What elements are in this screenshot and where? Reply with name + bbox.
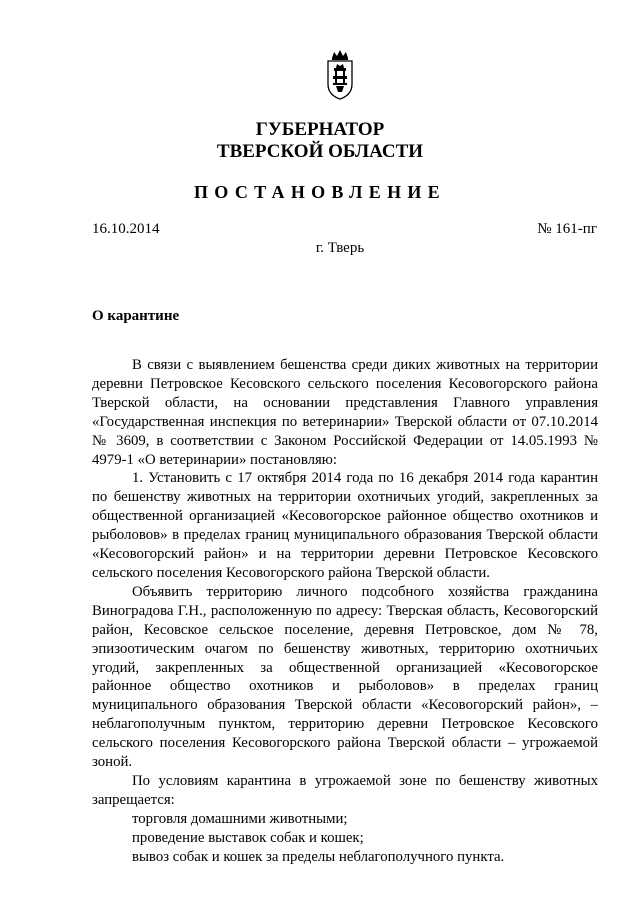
document-subject: О карантине [92,308,180,324]
body-paragraph: 1. Установить с 17 октября 2014 года по 16 декабря 2014 года карантин по бешенству животных на территории охотничьих угодий, закрепленных за общественной организацией «Кесовогорское районное общество охотников и рыболовов» в пределах границ муниципального образования Тверской области «Кесовогорский район» и на территории деревни Петровское Кесовского сельского поселения Кесовогорского района Тверской области. [92,470,598,581]
body-paragraph: По условиям карантина в угрожаемой зоне по бешенству животных запрещается: [92,772,598,808]
document-number: № 161-пг [537,221,597,237]
list-item: проведение выставок собак и кошек; [132,829,364,846]
document-city: г. Тверь [315,240,365,256]
document-type-heading: ПОСТАНОВЛЕНИЕ [194,182,446,202]
issuer-title-line2: ТВЕРСКОЙ ОБЛАСТИ [216,141,424,162]
issuer-title-line1: ГУБЕРНАТОР [255,119,385,140]
body-paragraph: Объявить территорию личного подсобного хозяйства гражданина Виноградова Г.Н., расположенную по адресу: Тверская область, Кесовогорский район, Кесовское сельское поселение, деревня Петровское, дом № 78, эпизоотическим очагом по бешенству животных, территорию охотничьих угодий, закрепленных за общественной организацией «Кесовогорское районное общество охотников и рыболовов» в пределах границ муниципального образования Тверской области «Кесовогорский район», – неблагополучным пунктом, территорию деревни Петровское Кесовского сельского поселения Кесовогорского района Тверской области – угрожаемой зоной. [92,583,598,771]
body-paragraph: В связи с выявлением бешенства среди диких животных на территории деревни Петровское Кесовского сельского поселения Кесовогорского района Тверской области, на основании представления Главного управления «Государственная инспекция по ветеринарии» Тверской области от 07.10.2014 № 3609, в соответствии с Законом Российской Федерации от 14.05.1993 № 4979-1 «О ветеринарии» постановляю: [92,357,598,468]
list-item: торговля домашними животными; [132,810,348,827]
document-body [92,356,598,866]
tver-coat-of-arms-icon [327,50,353,100]
list-item: вывоз собак и кошек за пределы неблагополучного пункта. [132,848,505,865]
document-date: 16.10.2014 [92,221,160,237]
